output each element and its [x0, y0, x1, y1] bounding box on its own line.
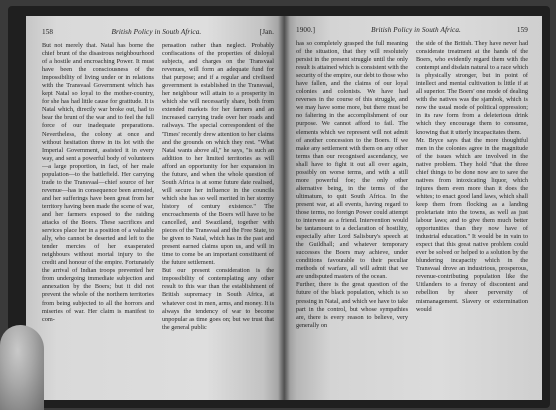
- left-page-header: [42, 28, 274, 37]
- page-number: 158: [42, 28, 54, 36]
- left-page-column-2: pensation rather than neglect. Probably confiscations of the properties of disloyal subjects, and charges on the Transvaal revenues, will form an adequate fund for that purpose; and if a regular and civilised government is established in the Transvaal, her neighbour will attain to a prosperity in which she will necessarily share, both from extended markets for her farmers and an increased carrying trade over her roads and railways. The special correspondent of the 'Times' recently drew attention to her claims and the grounds on which they rest. "What Natal wants above all," he says, "is such an addition to her limited territories as will afford an opportunity for her expansion in the future, and when the whole question of South Africa is at some future date realised, will secure her influence in the councils which she has so well merited in her stormy history of century existence." The encroachments of the Boers will have to be cancelled, and Swaziland, together with pieces of the Transvaal and the Free State, to be given to Natal, which has in the past and present earned claims upon us, and will in time to come be an important constituent of the future settlement. But our present consideration is the impossibility of contemplating any other result to this war than the establishment of British supremacy in South Africa, at whatever cost in men, arms, and money. It is always the tendency of war to become unpopular as time goes on; but we trust that the general public: [162, 42, 274, 331]
- right-page-header: [296, 26, 528, 35]
- left-page: [26, 16, 284, 400]
- open-book: [8, 6, 550, 408]
- left-page-column-1: But not merely that. Natal has borne the chief brunt of the disastrous neighbourhood of a hostile and encroaching Power. It must have been the consciousness of the impossibility of living under or in relations with the Transvaal Government which has kept Natal so loyal to the mother-country, for she has had little cause for gratitude. It is Natal which, directly war broke out, had to bear the brunt of the war and to feel the full force of our inadequate preparations. Nevertheless, the colony at once and without hesitation threw in its lot with the Imperial Government, assisted it in every way, and sent a powerful body of volunteers—a large proportion, in fact, of her male population—to the battlefield. Her carrying trade to the Transvaal—chief source of her revenue—has in consequence been arrested, and her sufferings have been great from her territory having been made the scene of war, and her farmers exposed to the raiding attacks of the Boers. These sacrifices and services place her in a position of a valuable ally, who cannot be deserted and left to the tender mercies of her exasperated neighbours without mortal injury to the credit and honour of the empire. Fortunately the arrival of Indian troops prevented her from undergoing immediate subjection and annexation by the Boers; but it did not prevent the whole of the northern territories from being subjected to all the horrors and miseries of war. Her claim is manifest to com-: [42, 42, 154, 323]
- running-title: British Policy in South Africa.: [371, 26, 461, 34]
- thumb: [0, 325, 44, 410]
- running-title: British Policy in South Africa.: [111, 28, 202, 36]
- right-page: [284, 16, 542, 400]
- right-page-column-1: has so completely grasped the full meaning of the situation, that they will resolutely persist in the present struggle until the only result is attained which is consistent with the security of the empire, our debt to those who have fallen, and the claims of our loyal colonies and colonists. We have had reverses in the course of this struggle, and we may have some more, but there must be no faltering in the accomplishment of our purpose. We cannot afford to fail. The elements which we represent will not admit of another concession to the Boers. If we make any settlement with them on any other terms than our recognised ascendancy, we shall have to fight it out all over again, possibly on worse terms, and with a still more powerful foe; the only other alternative being, in the terms of the ultimatum, to quit South Africa. In the present war, at all events, having regard to those terms, no foreign Power could attempt to intervene as a friend. Intervention would be tantamount to a declaration of hostility, especially after Lord Salisbury's speech at the Guildhall; and whatever temporary successes the Boers may achieve, under conditions favourable to their peculiar methods of warfare, all will admit that we are undisputed masters of the ocean. Further, there is the great question of the future of the black population, which is so pressing in Natal, and which we have to take part in the control, but whose sympathies are, there is every reason to believe, very generally on: [296, 40, 408, 329]
- page-number: 159: [516, 26, 528, 34]
- right-page-column-2: the side of the British. They have never had considerate treatment at the hands of the Boers, who evidently regard them with the contempt and disdain natural to a race which is physically stronger, but in point of intellect and mental cultivation is little if at all superior. The Boers' one mode of dealing with the natives was the sjambok, which is now the usual mode of political oppression; in its raw form from a deleterious drink which they encourage them to consume, knowing that it utterly incapacitates them. Mr. Bryce says that the more thoughtful men in the colonies agree in the magnitude of the issues which are involved in the native problem. They hold "that the three chief things to be done now are to save the natives from intoxicating liquor, which injures them even more than it does the whites; to enact good land laws, which shall keep them from flocking as a landing proletariate into the towns, as well as just labour laws; and to give them much better opportunities than they now have of industrial education." It would be in vain to expect that this great native problem could ever be solved or helped to a solution by the blundering incapacity which in the Transvaal drove an industrious, prosperous, revenue-contributing population like the Uitlanders to a frenzy of discontent and rebellion by sheer perversity of mismanagement. Slavery or extermination would: [416, 40, 528, 313]
- date-mark: [Jan.: [259, 28, 274, 36]
- date-mark: 1900.]: [296, 26, 316, 34]
- book-gutter-shadow: [278, 16, 290, 400]
